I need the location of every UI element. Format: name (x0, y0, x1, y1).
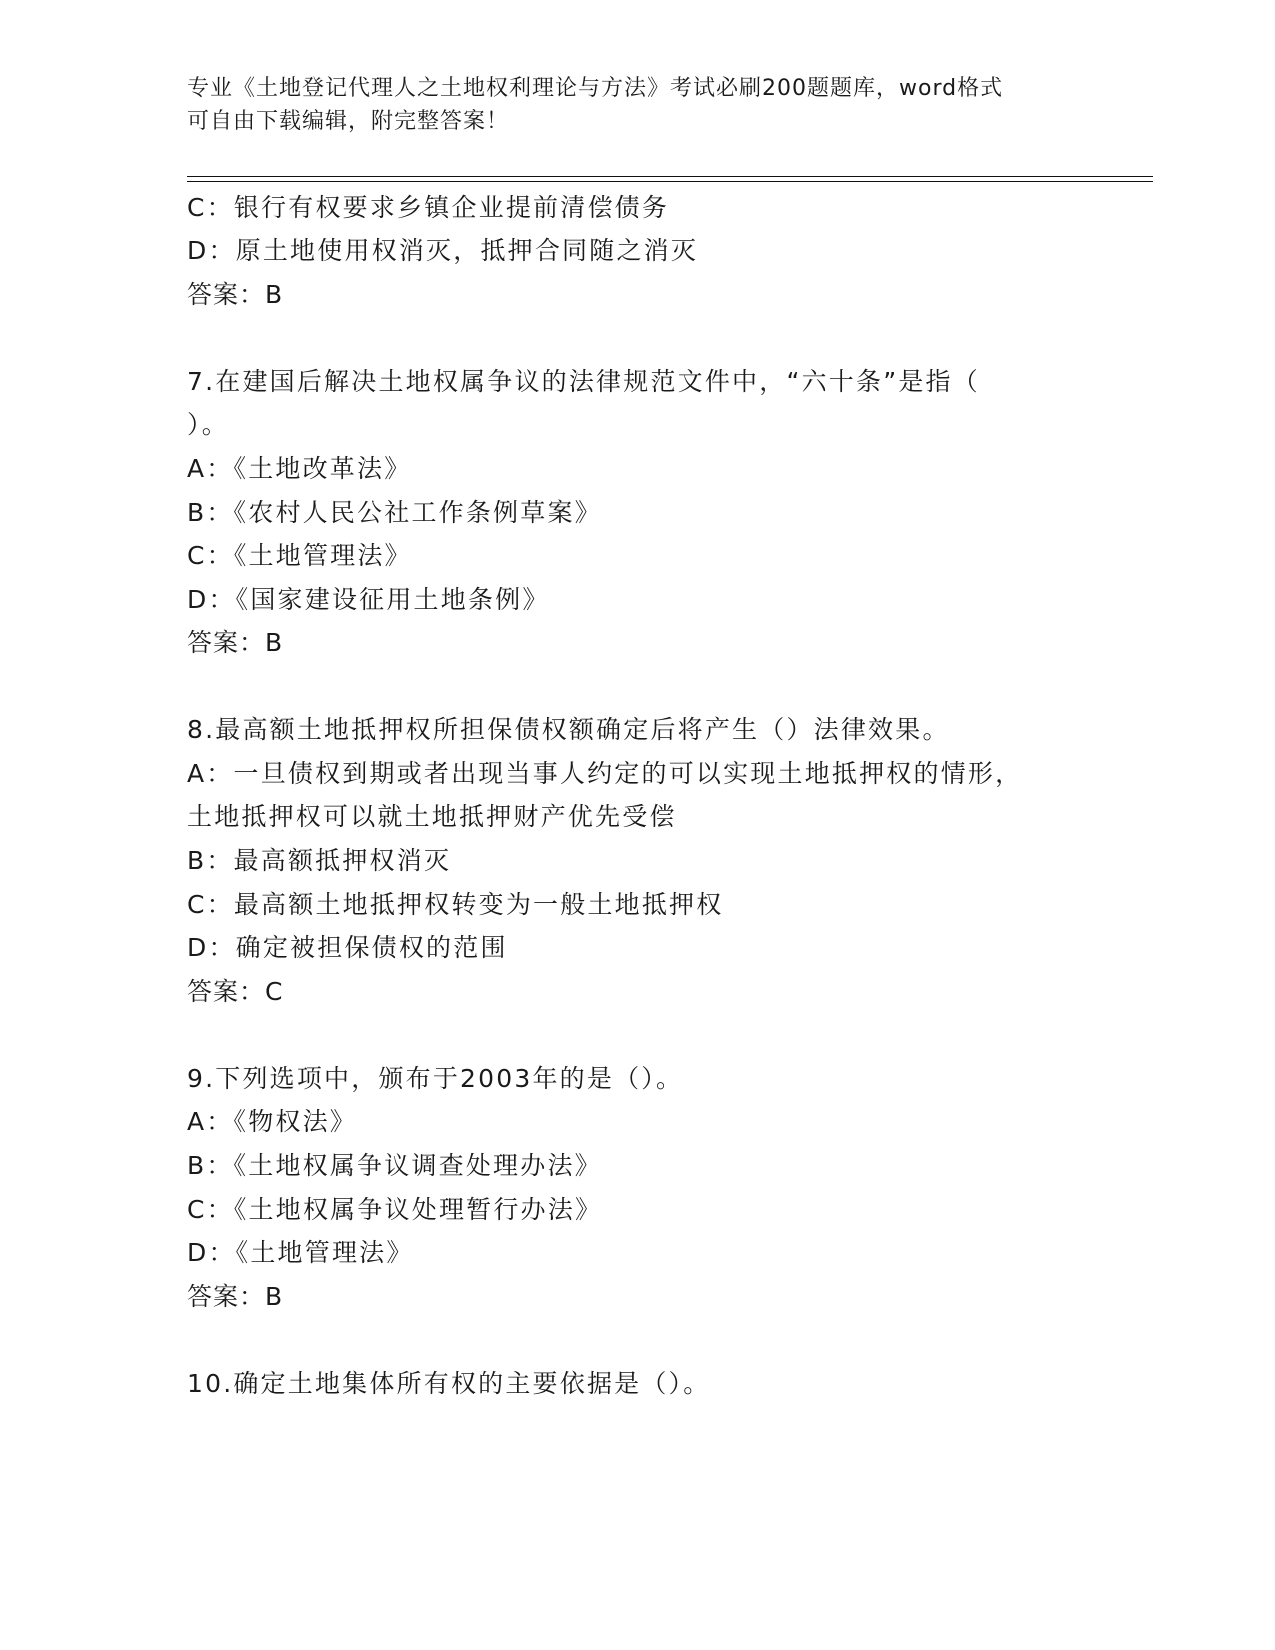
q8-option-a-line-2: 土地抵押权可以就土地抵押财产优先受偿 (187, 802, 677, 831)
q8-answer: 答案：C (187, 977, 284, 1006)
q9-option-a: A：《物权法》 (187, 1107, 358, 1136)
document-header (187, 72, 1087, 138)
q8-option-c: C：最高额土地抵押权转变为一般土地抵押权 (187, 890, 724, 919)
header-title-line-1: 专业《土地登记代理人之土地权利理论与方法》考试必刷200题题库，word格式 (187, 76, 1004, 101)
q9-option-c: C：《土地权属争议处理暂行办法》 (187, 1195, 603, 1224)
q6-option-d: D：原土地使用权消灭，抵押合同随之消灭 (187, 236, 699, 265)
header-divider-bottom (187, 181, 1153, 182)
q9-answer: 答案：B (187, 1282, 284, 1311)
q9-option-d: D：《土地管理法》 (187, 1238, 414, 1267)
q9-option-b: B：《土地权属争议调查处理办法》 (187, 1151, 602, 1180)
q9-stem: 9.下列选项中，颁布于2003年的是（）。 (187, 1064, 684, 1093)
q8-stem: 8.最高额土地抵押权所担保债权额确定后将产生（）法律效果。 (187, 715, 950, 744)
q6-answer: 答案：B (187, 280, 284, 309)
q7-answer: 答案：B (187, 628, 284, 657)
q7-stem-line-2: ）。 (187, 410, 229, 439)
q7-option-d: D：《国家建设征用土地条例》 (187, 585, 550, 614)
q7-option-b: B：《农村人民公社工作条例草案》 (187, 498, 602, 527)
header-divider-top (187, 176, 1153, 177)
q8-option-a-line-1: A：一旦债权到期或者出现当事人约定的可以实现土地抵押权的情形， (187, 759, 1023, 788)
q10-stem: 10.确定土地集体所有权的主要依据是（）。 (187, 1369, 711, 1398)
q8-option-d: D：确定被担保债权的范围 (187, 933, 508, 962)
q7-option-a: A：《土地改革法》 (187, 454, 412, 483)
q6-option-c: C：银行有权要求乡镇企业提前清偿债务 (187, 193, 670, 222)
header-title-line-2: 可自由下载编辑，附完整答案！ (187, 109, 510, 134)
q7-option-c: C：《土地管理法》 (187, 541, 412, 570)
q8-option-b: B：最高额抵押权消灭 (187, 846, 452, 875)
q7-stem-line-1: 7.在建国后解决土地权属争议的法律规范文件中，“六十条”是指（ (187, 367, 980, 396)
